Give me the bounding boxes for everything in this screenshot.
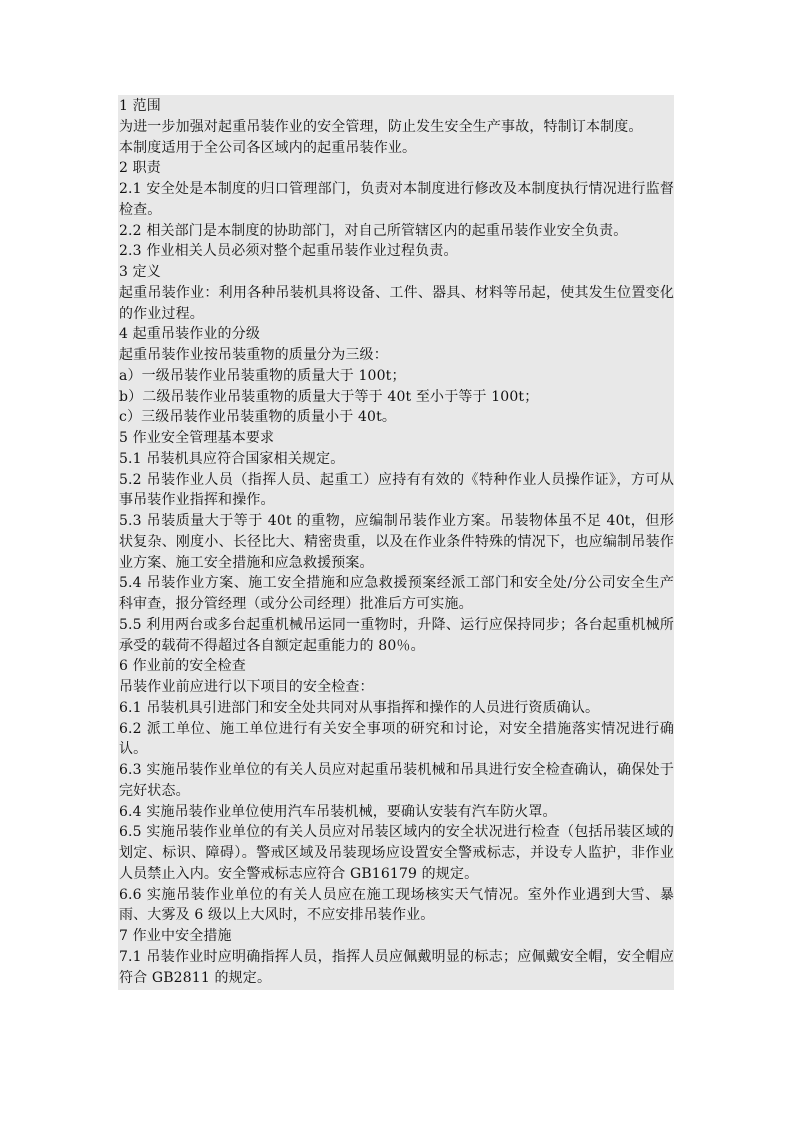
list-item: a）一级吊装作业吊装重物的质量大于 100t； bbox=[119, 367, 406, 384]
section-heading-pre-work-check: 6 作业前的安全检查 bbox=[119, 658, 246, 675]
section-heading-classification: 4 起重吊装作业的分级 bbox=[119, 326, 261, 343]
list-item: b）二级吊装作业吊装重物的质量大于等于 40t 至小于等于 100t； bbox=[119, 388, 539, 405]
list-item: c）三级吊装作业吊装重物的质量小于 40t。 bbox=[119, 409, 397, 426]
clause-6-2: 6.2 派工单位、施工单位进行有关安全事项的研究和讨论，对安全措施落实情况进行确认。 bbox=[119, 720, 674, 758]
clause-2-1: 2.1 安全处是本制度的归口管理部门，负责对本制度进行修改及本制度执行情况进行监督检查。 bbox=[119, 181, 674, 218]
paragraph: 起重吊装作业：利用各种吊装机具将设备、工件、器具、材料等吊起，使其发生位置变化的作业过程。 bbox=[119, 284, 674, 322]
clause-5-3: 5.3 吊装质量大于等于 40t 的重物，应编制吊装作业方案。吊装物体虽不足 40t，但形状复杂、刚度小、长径比大、精密贵重，以及在作业条件特殊的情况下，也应编制吊装作业方案、施工安全措施和应急救援预案。 bbox=[119, 513, 674, 571]
paragraph: 吊装作业前应进行以下项目的安全检查： bbox=[119, 679, 374, 695]
clause-2-3: 2.3 作业相关人员必须对整个起重吊装作业过程负责。 bbox=[119, 243, 458, 260]
section-heading-definition: 3 定义 bbox=[119, 264, 161, 280]
section-heading-scope: 1 范围 bbox=[119, 98, 161, 114]
clause-5-5: 5.5 利用两台或多台起重机械吊运同一重物时，升降、运行应保持同步；各台起重机械所承受的载荷不得超过各自额定起重能力的 80％。 bbox=[119, 616, 674, 654]
clause-2-2: 2.2 相关部门是本制度的协助部门，对自己所管辖区内的起重吊装作业安全负责。 bbox=[119, 222, 628, 239]
paragraph: 起重吊装作业按吊装重物的质量分为三级： bbox=[119, 347, 388, 363]
clause-6-3: 6.3 实施吊装作业单位的有关人员应对起重吊装机械和吊具进行安全检查确认，确保处于完好状态。 bbox=[119, 762, 674, 799]
clause-6-1: 6.1 吊装机具引进部门和安全处共同对从事指挥和操作的人员进行资质确认。 bbox=[119, 699, 600, 716]
clause-5-4: 5.4 吊装作业方案、施工安全措施和应急救援预案经派工部门和安全处/分公司安全生产科审查，报分管经理（或分公司经理）批准后方可实施。 bbox=[119, 575, 674, 612]
clause-7-1: 7.1 吊装作业时应明确指挥人员，指挥人员应佩戴明显的标志；应佩戴安全帽，安全帽应符合 GB2811 的规定。 bbox=[119, 948, 674, 986]
paragraph: 本制度适用于全公司各区域内的起重吊装作业。 bbox=[119, 139, 417, 156]
document-body bbox=[118, 95, 674, 990]
clause-6-5: 6.5 实施吊装作业单位的有关人员应对吊装区域内的安全状况进行检查（包括吊装区域的划定、标识、障碍）。警戒区域及吊装现场应设置安全警戒标志，并设专人监护，非作业人员禁止入内。安全警戒标志应符合 GB16179 的规定。 bbox=[119, 824, 674, 882]
clause-6-4: 6.4 实施吊装作业单位使用汽车吊装机械，要确认安装有汽车防火罩。 bbox=[119, 803, 557, 820]
section-heading-safety-measures: 7 作业中安全措施 bbox=[119, 928, 232, 944]
clause-5-2: 5.2 吊装作业人员（指挥人员、起重工）应持有有效的《特种作业人员操作证》，方可从事吊装作业指挥和操作。 bbox=[119, 471, 674, 509]
clause-5-1: 5.1 吊装机具应符合国家相关规定。 bbox=[119, 450, 345, 467]
paragraph: 为进一步加强对起重吊装作业的安全管理，防止发生安全生产事故，特制订本制度。 bbox=[119, 118, 643, 135]
clause-6-6: 6.6 实施吊装作业单位的有关人员应在施工现场核实天气情况。室外作业遇到大雪、暴雨、大雾及 6 级以上大风时，不应安排吊装作业。 bbox=[119, 886, 674, 924]
section-heading-basic-requirements: 5 作业安全管理基本要求 bbox=[119, 430, 275, 446]
section-heading-responsibilities: 2 职责 bbox=[119, 160, 161, 177]
